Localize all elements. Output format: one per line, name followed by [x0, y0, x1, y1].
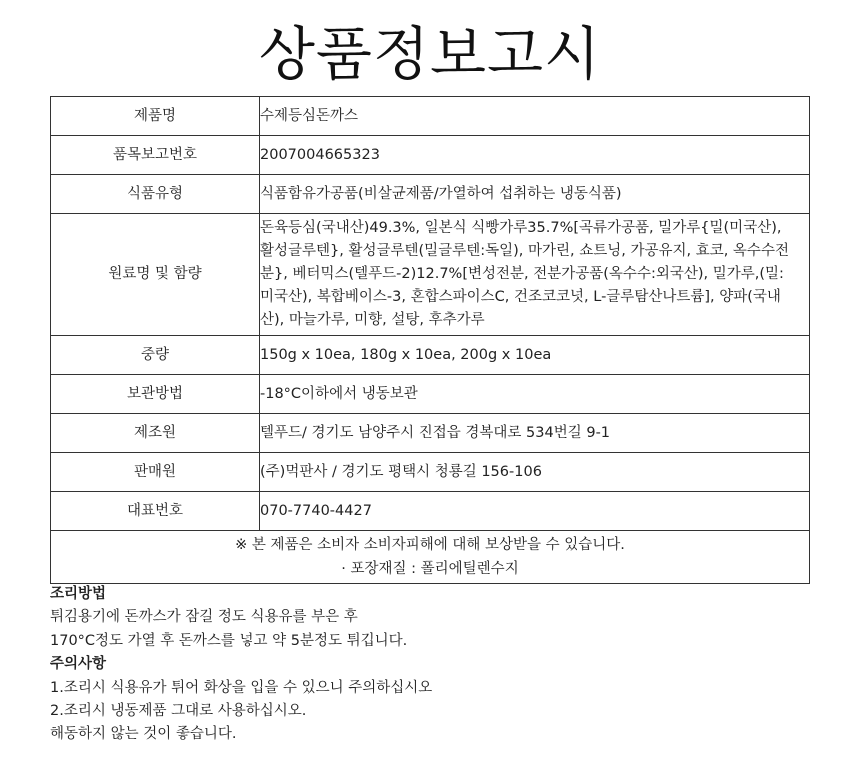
row-label-food-type: 식품유형 [51, 175, 260, 214]
row-label-storage: 보관방법 [51, 375, 260, 414]
notice-cell [51, 531, 810, 584]
notice-compensation: ※ 본 제품은 소비자 소비자피해에 대해 보상받을 수 있습니다. [235, 537, 625, 553]
table-row [51, 375, 810, 414]
ingredients-line: 분}, 베터믹스(텔푸드-2)12.7%[변성전분, 전분가공품(옥수수:외국산), 밀가루,(밀: [260, 266, 784, 282]
row-value-seller: (주)먹판사 / 경기도 평택시 청룡길 156-106 [260, 453, 810, 492]
page-title: 상품정보고시 [258, 20, 602, 88]
row-label-manufacturer: 제조원 [51, 414, 260, 453]
ingredients-line: 미국산), 복합베이스-3, 혼합스파이스C, 건조코코넛, L-글루탐산나트륨], 양파(국내 [260, 289, 781, 305]
row-label-phone: 대표번호 [51, 492, 260, 531]
row-label-ingredients: 원료명 및 함량 [51, 214, 260, 336]
row-label-product-name: 제품명 [51, 97, 260, 136]
row-value-report-number: 2007004665323 [260, 136, 810, 175]
ingredients-line: 돈육등심(국내산)49.3%, 일본식 식빵가루35.7%[곡류가공품, 밀가루{밀(미국산), [260, 220, 782, 236]
notice-packaging: · 포장재질 : 폴리에틸렌수지 [341, 561, 519, 577]
table-row [51, 97, 810, 136]
table-row [51, 175, 810, 214]
caution-line: 2.조리시 냉동제품 그대로 사용하십시오. [50, 703, 307, 720]
table-row [51, 492, 810, 531]
row-value-product-name: 수제등심돈까스 [260, 97, 810, 136]
row-label-weight: 중량 [51, 336, 260, 375]
table-row [51, 214, 810, 336]
cooking-line: 튀김용기에 돈까스가 잠길 정도 식용유를 부은 후 [50, 609, 358, 626]
row-value-manufacturer: 텔푸드/ 경기도 남양주시 진접읍 경복대로 534번길 9-1 [260, 414, 810, 453]
caution-line: 해동하지 않는 것이 좋습니다. [50, 726, 237, 743]
row-value-ingredients [260, 214, 810, 336]
row-value-weight: 150g x 10ea, 180g x 10ea, 200g x 10ea [260, 336, 810, 375]
instructions-section [50, 583, 810, 747]
row-value-phone: 070-7740-4427 [260, 492, 810, 531]
row-value-storage: -18°C이하에서 냉동보관 [260, 375, 810, 414]
caution-heading: 주의사항 [50, 656, 107, 673]
cooking-line: 170°C정도 가열 후 돈까스를 넣고 약 5분정도 튀깁니다. [50, 632, 408, 649]
row-label-seller: 판매원 [51, 453, 260, 492]
ingredients-line: 산), 마늘가루, 미향, 설탕, 후추가루 [260, 312, 485, 328]
product-info-table [50, 96, 810, 584]
cooking-heading: 조리방법 [50, 586, 107, 602]
table-row [51, 336, 810, 375]
table-row [51, 453, 810, 492]
table-row [51, 414, 810, 453]
table-row [51, 136, 810, 175]
ingredients-line: 활성글루텐}, 활성글루텐(밀글루텐:독일), 마가린, 쇼트닝, 가공유지, 효코, 옥수수전 [260, 243, 789, 259]
row-label-report-number: 품목보고번호 [51, 136, 260, 175]
table-row [51, 531, 810, 584]
row-value-food-type: 식품함유가공품(비살균제품/가열하여 섭취하는 냉동식품) [260, 175, 810, 214]
caution-line: 1.조리시 식용유가 튀어 화상을 입을 수 있으니 주의하십시오 [50, 679, 433, 696]
